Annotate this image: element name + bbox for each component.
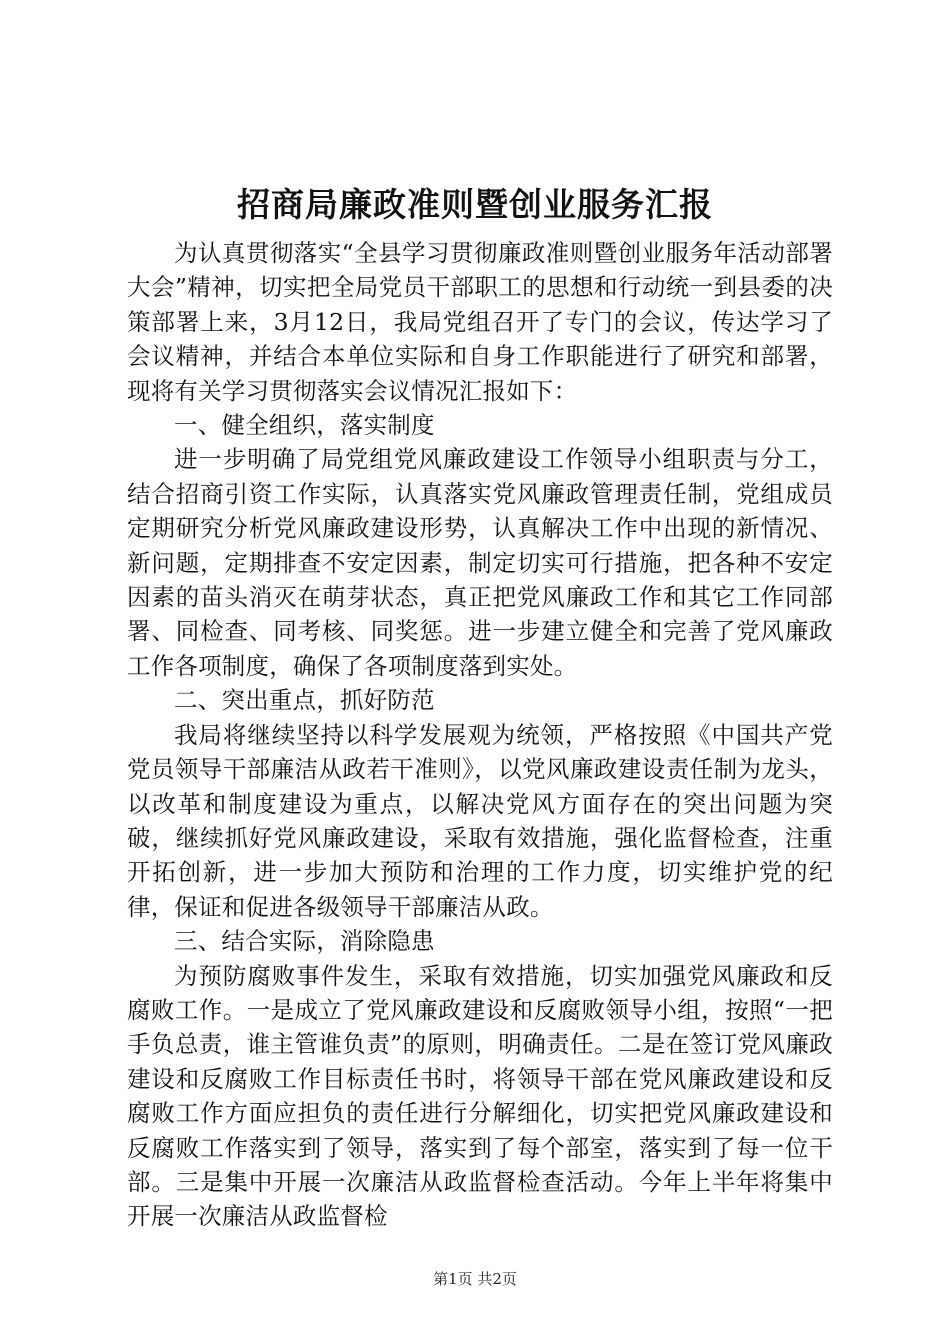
page-number-footer: 第1页 共2页 — [433, 1270, 517, 1288]
section-heading-2: 二、突出重点，抓好防范 — [174, 686, 435, 715]
paragraph-section-2: 我局将继续坚持以科学发展观为统领，严格按照《中国共产党党员领导干部廉洁从政若干准则》，以党风廉政建设责任制为龙头，以改革和制度建设为重点，以解决党风方面存在的突出问题为突破，继续抓好党风廉政建设，采取有效措施，强化监督检查，注重开拓创新，进一步加大预防和治理的工作力度，切实维护党的纪律，保证和促进各级领导干部廉洁从政。 — [127, 720, 833, 921]
document-body — [127, 236, 833, 1234]
section-heading-1: 一、健全组织，落实制度 — [174, 411, 435, 440]
paragraph-intro: 为认真贯彻落实“全县学习贯彻廉政准则暨创业服务年活动部署大会”精神，切实把全局党员干部职工的思想和行动统一到县委的决策部署上来，3月12日，我局党组召开了专门的会议，传达学习了会议精神，并结合本单位实际和自身工作职能进行了研究和部署，现将有关学习贯彻落实会议情况汇报如下： — [127, 239, 833, 405]
document-title: 招商局廉政准则暨创业服务汇报 — [237, 185, 713, 224]
paragraph-section-3: 为预防腐败事件发生，采取有效措施，切实加强党风廉政和反腐败工作。一是成立了党风廉政建设和反腐败领导小组，按照“一把手负总责，谁主管谁负责”的原则，明确责任。二是在签订党风廉政建设和反腐败工作目标责任书时，将领导干部在党风廉政建设和反腐败工作方面应担负的责任进行分解细化，切实把党风廉政建设和反腐败工作落实到了领导，落实到了每个部室，落实到了每一位干部。三是集中开展一次廉洁从政监督检查活动。今年上半年将集中开展一次廉洁从政监督检 — [127, 961, 833, 1231]
paragraph-section-1: 进一步明确了局党组党风廉政建设工作领导小组职责与分工，结合招商引资工作实际，认真落实党风廉政管理责任制，党组成员定期研究分析党风廉政建设形势，认真解决工作中出现的新情况、新问题，定期排查不安定因素，制定切实可行措施，把各种不安定因素的苗头消灭在萌芽状态，真正把党风廉政工作和其它工作同部署、同检查、同考核、同奖惩。进一步建立健全和完善了党风廉政工作各项制度，确保了各项制度落到实处。 — [127, 445, 833, 680]
section-heading-3: 三、结合实际，消除隐患 — [174, 927, 435, 956]
